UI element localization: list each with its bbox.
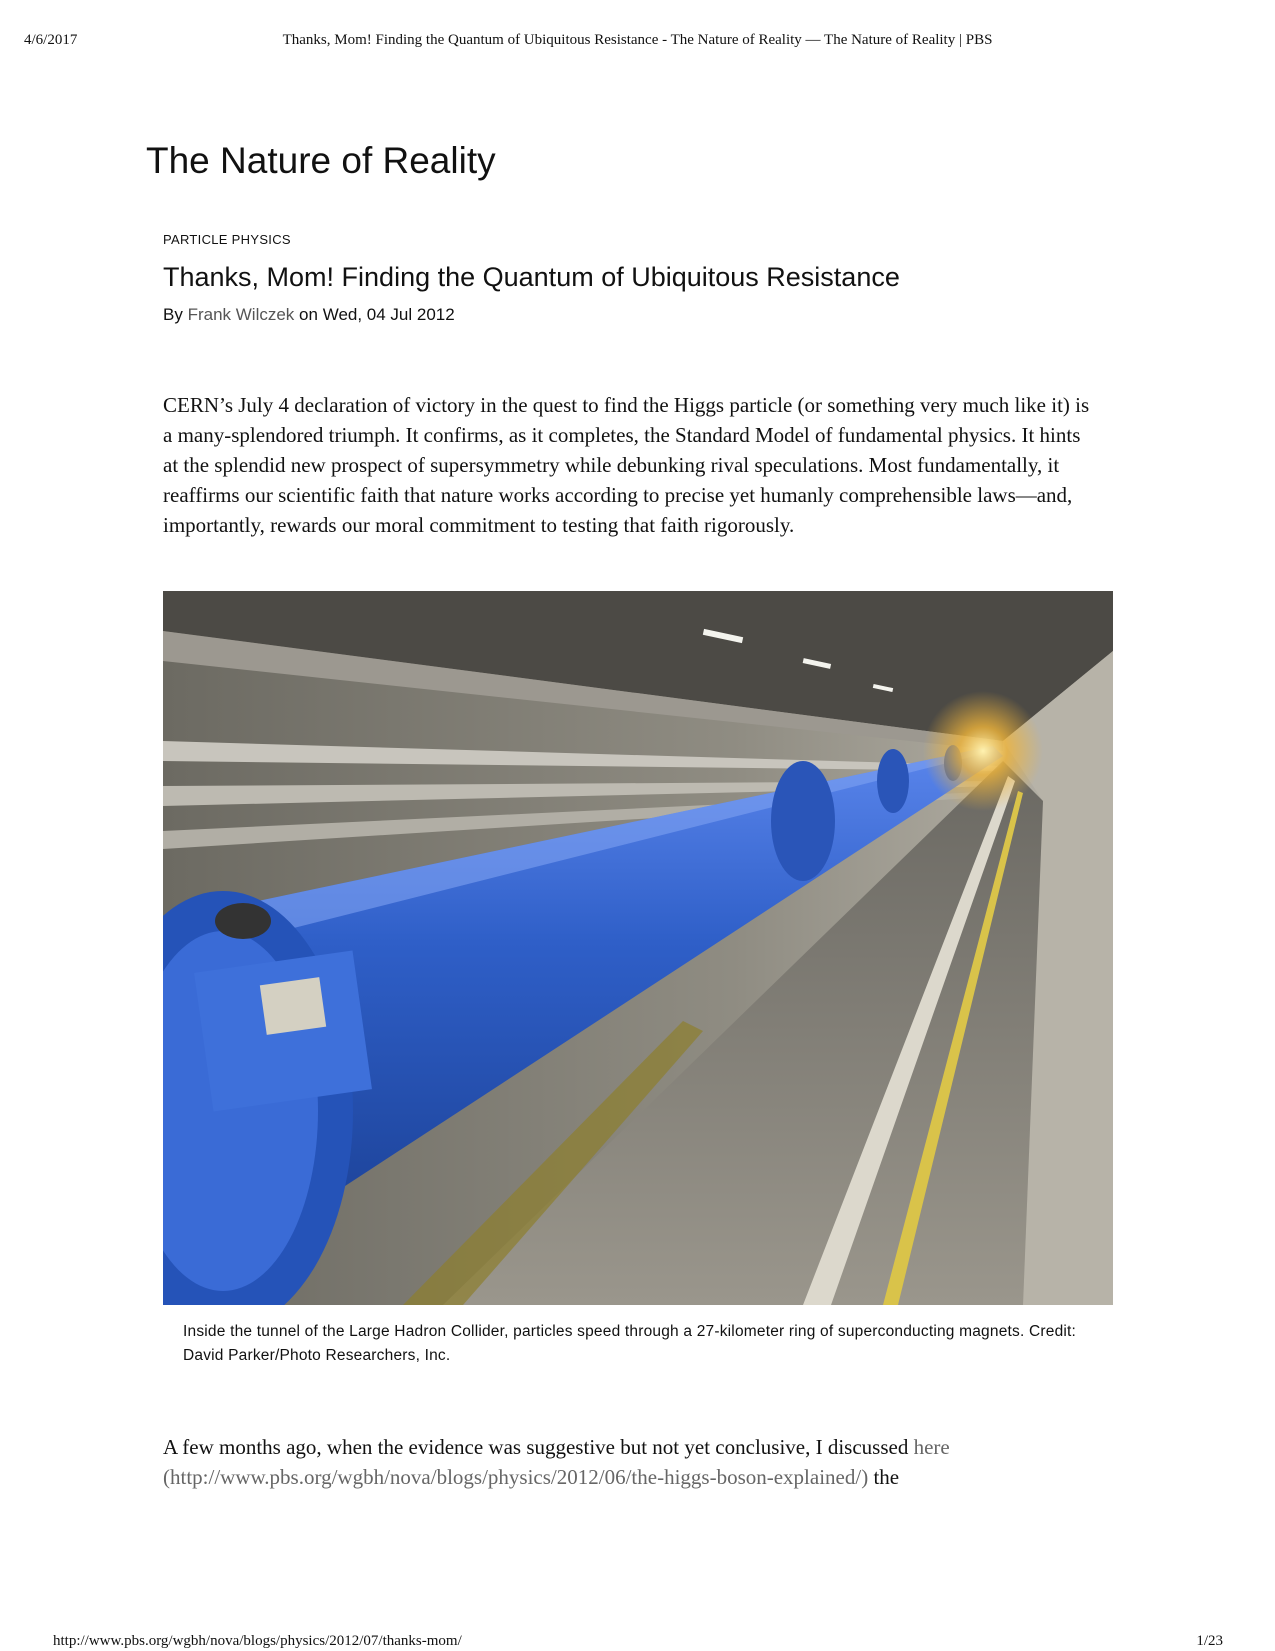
lhc-tunnel-illustration: [163, 591, 1113, 1305]
paragraph-2-text: A few months ago, when the evidence was suggestive but not yet conclusive, I discussed: [163, 1435, 909, 1459]
category-label[interactable]: PARTICLE PHYSICS: [163, 232, 291, 247]
site-title[interactable]: The Nature of Reality: [146, 140, 496, 181]
print-date: 4/6/2017: [24, 32, 78, 48]
byline: [163, 305, 455, 325]
article-paragraph-2: [163, 1432, 1123, 1492]
higgs-explained-link[interactable]: here (http://www.pbs.org/wgbh/nova/blogs/physics/2012/06/the-higgs-boson-explained/): [163, 1435, 950, 1489]
author-link[interactable]: Frank Wilczek: [187, 305, 295, 324]
print-page-number: 1/23: [1196, 1633, 1223, 1649]
article-headline: Thanks, Mom! Finding the Quantum of Ubiquitous Resistance: [163, 262, 900, 292]
article-photo: [163, 591, 1113, 1305]
paragraph-2-tail: the: [873, 1465, 900, 1489]
print-footer-url: http://www.pbs.org/wgbh/nova/blogs/physics/2012/07/thanks-mom/: [53, 1633, 462, 1649]
article-paragraph-1: CERN’s July 4 declaration of victory in the quest to find the Higgs particle (or something very much like it) is a many-splendored triumph. It confirms, as it completes, the Standard Model of fundamental physics. It hints at the splendid new prospect of supersymmetry while debunking rival speculations. Most fundamentally, it reaffirms our scientific faith that nature works according to precise yet humanly comprehensible laws—and, importantly, rewards our moral commitment to testing that faith rigorously.: [163, 393, 1090, 537]
photo-caption: Inside the tunnel of the Large Hadron Collider, particles speed through a 27-kilometer ring of superconducting magnets. Credit: David Parker/Photo Researchers, Inc.: [183, 1323, 1077, 1364]
byline-prefix: By: [163, 305, 183, 324]
publish-date: Wed, 04 Jul 2012: [322, 305, 455, 324]
print-page-title: Thanks, Mom! Finding the Quantum of Ubiquitous Resistance - The Nature of Reality — The Nature of Reality | PBS: [282, 32, 993, 48]
date-prefix: on: [299, 305, 318, 324]
